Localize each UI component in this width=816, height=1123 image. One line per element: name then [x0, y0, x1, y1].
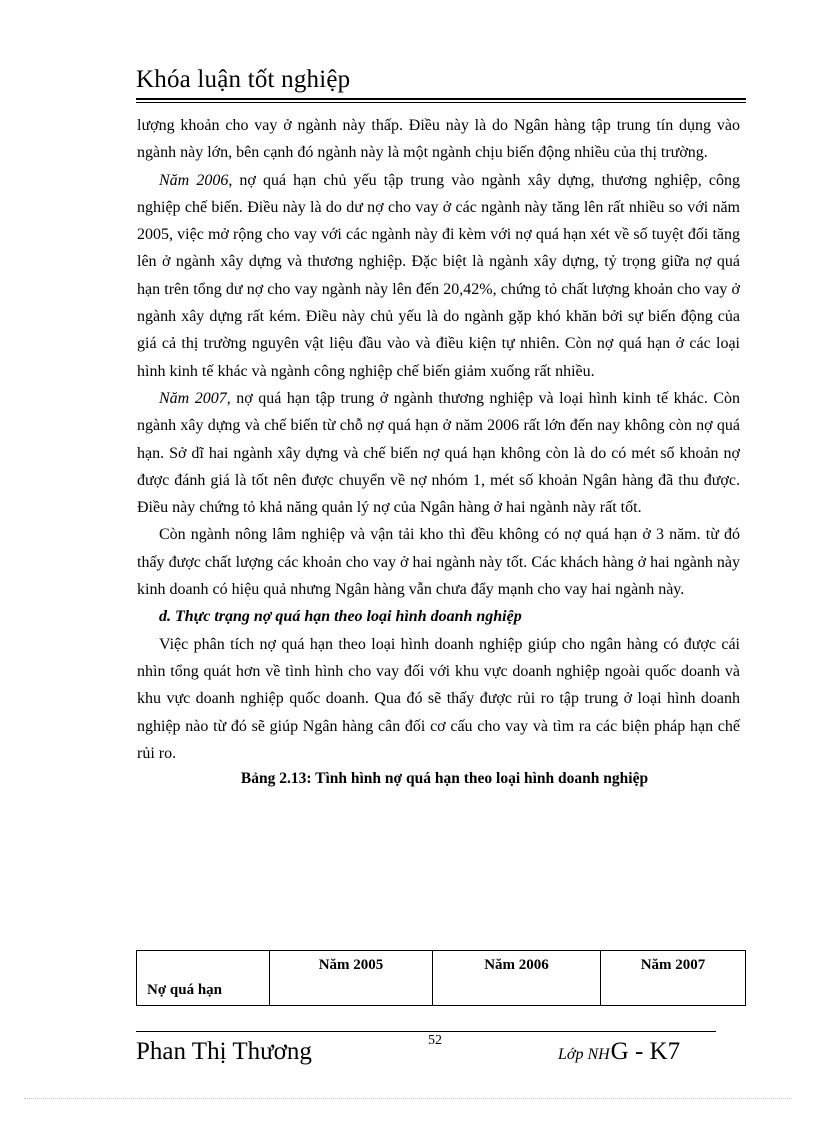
paragraph-2-lead: Năm 2006 [159, 171, 229, 189]
footer-class-prefix: Lớp NH [558, 1046, 610, 1063]
header-rule-thin [136, 102, 746, 103]
paragraph-5: Việc phân tích nợ quá hạn theo loại hình doanh nghiệp giúp cho ngân hàng có được cái nhìn tổng quát hơn về tình hình cho vay đối với khu vực doanh nghiệp ngoài quốc doanh và khu vực doanh nghiệp quốc doanh. Qua đó sẽ thấy được rủi ro tập trung ở loại hình doanh nghiệp nào từ đó sẽ giúp Ngân hàng cân đối cơ cấu cho vay và tìm ra các biện pháp hạn chế rủi ro. [137, 635, 740, 762]
paragraph-4: Còn ngành nông lâm nghiệp và vận tải kho thì đều không có nợ quá hạn ở 3 năm. từ đó thấy được chất lượng các khoản cho vay ở hai ngành này tốt. Các khách hàng ở hai ngành này kinh doanh có hiệu quả nhưng Ngân hàng vẫn chưa đẩy mạnh cho vay hai ngành này. [137, 526, 740, 599]
page-edge-divider [24, 1098, 792, 1099]
paragraph-3-text: , nợ quá hạn tập trung ở ngành thương nghiệp và loại hình kinh tế khác. Còn ngành xây dựng và chế biến từ chỗ nợ quá hạn ở năm 2006 rất lớn đến nay không còn nợ quá hạn. Sở dĩ hai ngành xây dựng và chế biến nợ quá hạn không còn là do có mét số khoản nợ được đánh giá là tốt nên được chuyển về nợ nhóm 1, mét số khoản Ngân hàng đã thu được. Điều này chứng tỏ khả năng quản lý nợ của Ngân hàng ở hai ngành này rất tốt. [137, 389, 741, 517]
footer-author: Phan Thị Thương [136, 1038, 312, 1065]
section-heading: d. Thực trạng nợ quá hạn theo loại hình doanh nghiệp [159, 608, 522, 626]
footer-rule [136, 1031, 716, 1032]
data-table [136, 950, 746, 1006]
paragraph-2 [137, 167, 740, 385]
table-column-header: Năm 2007 [601, 951, 746, 1006]
header-rule-thick [136, 98, 746, 100]
page-number: 52 [428, 1033, 442, 1048]
table-header-row [137, 951, 746, 1006]
footer-class [558, 1038, 680, 1066]
paragraph-3-lead: Năm 2007 [159, 389, 227, 407]
header-title: Khóa luận tốt nghiệp [136, 66, 351, 93]
table-row-header: Nợ quá hạn [137, 951, 270, 1006]
table-caption: Bảng 2.13: Tình hình nợ quá hạn theo loại hình doanh nghiệp [240, 770, 649, 788]
paragraph-1: lượng khoản cho vay ở ngành này thấp. Điều này là do Ngân hàng tập trung tín dụng vào ngành này lớn, bên cạnh đó ngành này là một ngành chịu biến động nhiều của thị trường. [137, 117, 740, 162]
paragraph-2-text: , nợ quá hạn chủ yếu tập trung vào ngành xây dựng, thương nghiệp, công nghiệp chế biến. Điều này là do dư nợ cho vay ở các ngành này tăng lên rất nhiều so với năm 2005, việc mở rộng cho vay với các ngành này đi kèm với nợ quá hạn xét về số tuyệt đối tăng lên ở ngành xây dựng và thương nghiệp. Đặc biệt là ngành xây dựng, tỷ trọng giữa nợ quá hạn trên tổng dư nợ cho vay ngành này lên đến 20,42%, chứng tỏ chất lượng khoản cho vay ở ngành xây dựng rất kém. Điều này chủ yếu là do ngành gặp khó khăn bởi sự biến động của giá cả thị trường nguyên vật liệu đầu vào và điều kiện tự nhiên. Còn nợ quá hạn ở các loại hình kinh tế khác và ngành công nghiệp chế biến giảm xuống rất nhiều. [137, 171, 741, 380]
body-text [137, 112, 740, 791]
table-column-header: Năm 2006 [433, 951, 601, 1006]
footer-class-suffix: G - K7 [610, 1038, 681, 1065]
paragraph-3 [137, 385, 740, 521]
table-column-header: Năm 2005 [270, 951, 433, 1006]
